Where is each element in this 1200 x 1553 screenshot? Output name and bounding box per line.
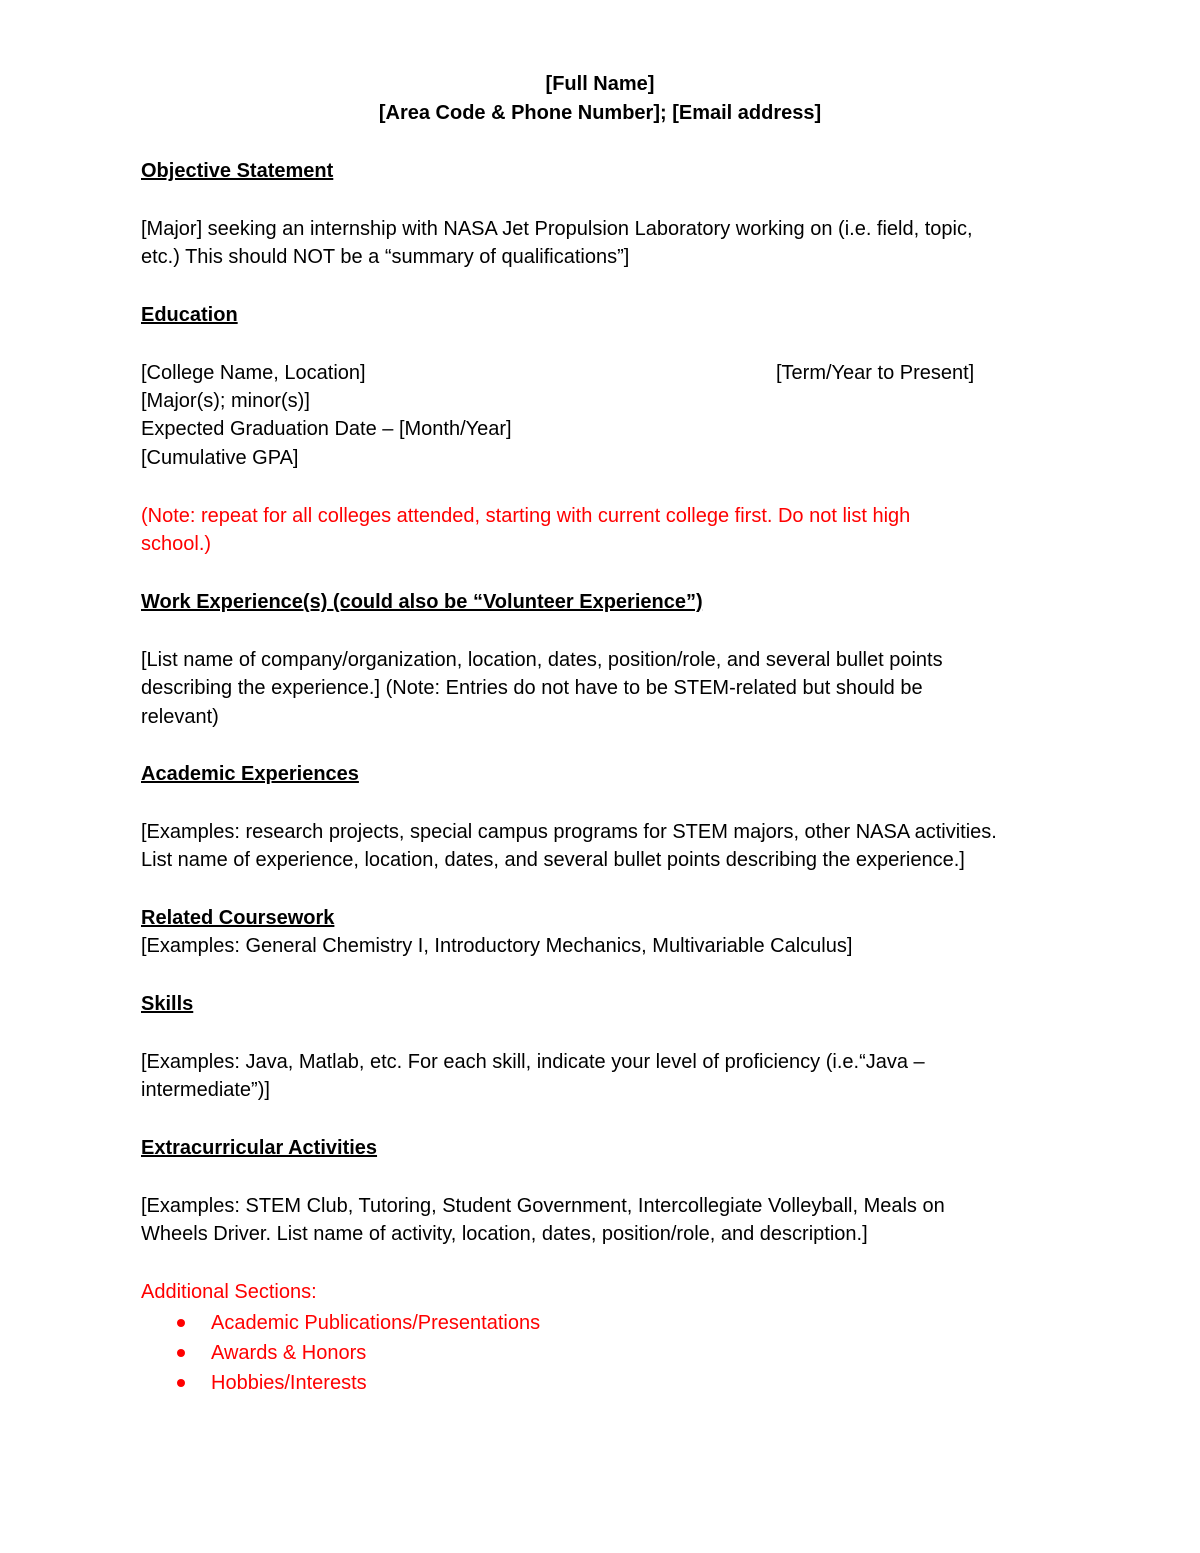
full-name: [Full Name]	[545, 73, 655, 95]
contact-line: [Area Code & Phone Number]; [Email address]	[378, 102, 822, 124]
college-name: [College Name, Location]	[141, 362, 366, 384]
list-item	[141, 1368, 540, 1398]
objective-heading: Objective Statement	[141, 160, 334, 182]
extracurricular-heading: Extracurricular Activities	[141, 1137, 378, 1159]
additional-list	[141, 1308, 540, 1398]
major-minor: [Major(s); minor(s)]	[141, 390, 310, 412]
bullet-icon	[177, 1349, 185, 1357]
work-line: [List name of company/organization, location, dates, position/role, and several bullet points	[141, 649, 943, 671]
term-year: [Term/Year to Present]	[776, 362, 975, 384]
list-item-label: Academic Publications/Presentations	[211, 1312, 541, 1334]
list-item	[141, 1308, 540, 1338]
list-item-label: Hobbies/Interests	[211, 1372, 367, 1394]
coursework-heading: Related Coursework	[141, 907, 335, 929]
education-note: school.)	[141, 533, 212, 555]
academic-heading: Academic Experiences	[141, 763, 359, 785]
education-heading: Education	[141, 304, 238, 326]
objective-line: etc.) This should NOT be a “summary of qualifications”]	[141, 246, 630, 268]
objective-line: [Major] seeking an internship with NASA Jet Propulsion Laboratory working on (i.e. field, topic,	[141, 218, 973, 240]
skills-line: [Examples: Java, Matlab, etc. For each skill, indicate your level of proficiency (i.e.“Java –	[141, 1051, 925, 1073]
list-item-label: Awards & Honors	[211, 1342, 367, 1364]
coursework-line: [Examples: General Chemistry I, Introductory Mechanics, Multivariable Calculus]	[141, 935, 853, 957]
extracurricular-line: Wheels Driver. List name of activity, location, dates, position/role, and description.]	[141, 1223, 868, 1245]
bullet-icon	[177, 1319, 185, 1327]
work-line: relevant)	[141, 706, 219, 728]
cumulative-gpa: [Cumulative GPA]	[141, 447, 299, 469]
academic-line: [Examples: research projects, special campus programs for STEM majors, other NASA activities.	[141, 821, 997, 843]
bullet-icon	[177, 1379, 185, 1387]
graduation-date: Expected Graduation Date – [Month/Year]	[141, 418, 512, 440]
skills-line: intermediate”)]	[141, 1079, 270, 1101]
education-note: (Note: repeat for all colleges attended, starting with current college first. Do not list high	[141, 505, 911, 527]
skills-heading: Skills	[141, 993, 194, 1015]
work-line: describing the experience.] (Note: Entries do not have to be STEM-related but should be	[141, 677, 923, 699]
work-heading: Work Experience(s) (could also be “Volunteer Experience”)	[141, 591, 703, 613]
additional-heading: Additional Sections:	[141, 1281, 317, 1303]
academic-line: List name of experience, location, dates, and several bullet points describing the experience.]	[141, 849, 965, 871]
extracurricular-line: [Examples: STEM Club, Tutoring, Student Government, Intercollegiate Volleyball, Meals on	[141, 1195, 945, 1217]
list-item	[141, 1338, 540, 1368]
